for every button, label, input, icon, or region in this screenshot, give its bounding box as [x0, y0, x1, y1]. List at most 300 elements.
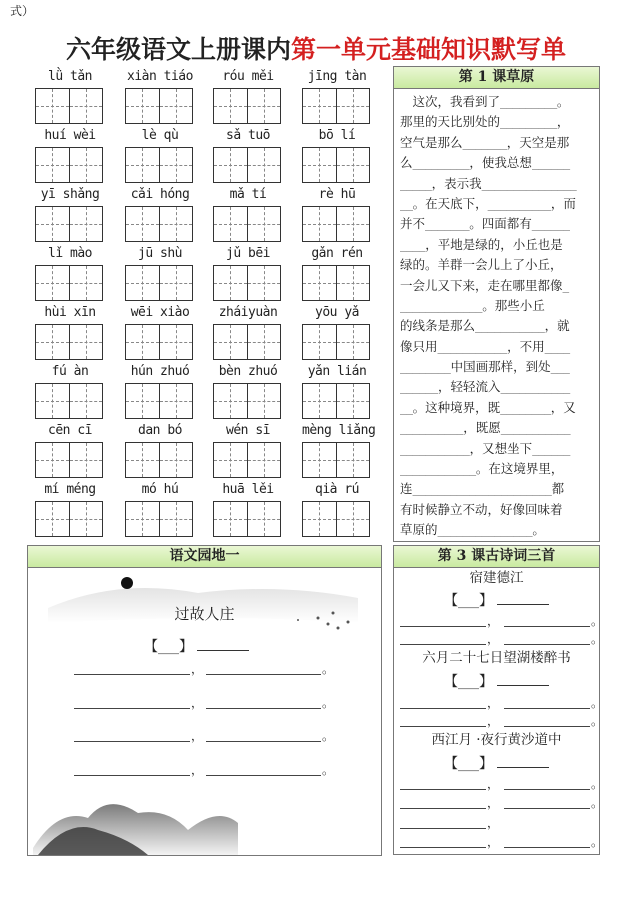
- fill-blank[interactable]: ___________: [400, 442, 470, 456]
- passage-line: [400, 500, 594, 520]
- verse-blank[interactable]: [504, 626, 590, 627]
- passage-text: 空气是那么: [400, 134, 463, 150]
- author-blank[interactable]: [497, 590, 549, 605]
- writing-boxes[interactable]: [213, 206, 281, 242]
- fill-blank[interactable]: ____________: [400, 463, 476, 477]
- word-item: [35, 481, 105, 537]
- word-item: [35, 363, 105, 419]
- passage-line: [400, 296, 594, 316]
- author-line: [444, 671, 549, 691]
- char-cell[interactable]: [336, 325, 370, 359]
- word-item: [125, 127, 195, 183]
- passage-text: 。那些小丘: [482, 297, 545, 313]
- char-cell[interactable]: [126, 502, 159, 536]
- word-item: [35, 245, 105, 301]
- fill-blank[interactable]: ______________________: [412, 483, 552, 497]
- word-item: [302, 186, 372, 242]
- char-cell[interactable]: [159, 325, 193, 359]
- verse-blank[interactable]: [74, 708, 190, 709]
- passage-line: [400, 398, 594, 418]
- writing-boxes[interactable]: [213, 383, 281, 419]
- word-item: [35, 127, 105, 183]
- word-item: [35, 186, 105, 242]
- passage-text: 一会儿又下来，走在哪里都像: [400, 277, 563, 293]
- writing-boxes[interactable]: [35, 383, 103, 419]
- verse-blank[interactable]: [400, 789, 486, 790]
- comma: ，: [487, 714, 500, 728]
- writing-boxes[interactable]: [35, 265, 103, 301]
- char-cell[interactable]: [214, 502, 247, 536]
- char-cell[interactable]: [126, 384, 159, 418]
- verse-blank[interactable]: [504, 644, 590, 645]
- word-item: [213, 68, 283, 124]
- passage-text: ，又: [550, 399, 576, 415]
- garden-poem-title: 过故人庄: [174, 605, 235, 623]
- word-item: [213, 481, 283, 537]
- pinyin-label: wēi xiào: [130, 305, 190, 320]
- writing-boxes[interactable]: [302, 383, 370, 419]
- writing-boxes[interactable]: [35, 88, 103, 124]
- passage-line: [400, 357, 594, 377]
- fill-blank[interactable]: __: [400, 401, 413, 415]
- passage-text: ，不用: [507, 338, 545, 354]
- comma: ，: [487, 777, 500, 791]
- char-cell[interactable]: [303, 207, 336, 241]
- writing-boxes[interactable]: [302, 265, 370, 301]
- pinyin-label: cǎi hóng: [130, 187, 190, 202]
- passage-text: ，就: [544, 318, 570, 334]
- char-cell[interactable]: [303, 266, 336, 300]
- char-cell[interactable]: [336, 148, 370, 182]
- char-cell[interactable]: [214, 148, 247, 182]
- char-cell[interactable]: [159, 148, 193, 182]
- pinyin-label: huí wèi: [44, 128, 96, 143]
- passage-line: [400, 133, 594, 153]
- comma: ，: [191, 696, 204, 710]
- word-item: [302, 304, 372, 360]
- pinyin-label: róu měi: [222, 69, 274, 84]
- verse-blank[interactable]: [206, 708, 321, 709]
- fill-blank[interactable]: _____________: [400, 299, 483, 313]
- writing-boxes[interactable]: [35, 324, 103, 360]
- passage-line: [400, 377, 594, 397]
- char-cell[interactable]: [247, 148, 281, 182]
- char-cell[interactable]: [247, 89, 281, 123]
- pinyin-label: jīng tàn: [307, 69, 367, 84]
- verse-blank[interactable]: [400, 708, 486, 709]
- period: 。: [322, 662, 335, 676]
- fill-blank[interactable]: _: [562, 279, 569, 293]
- pinyin-label: sǎ tuō: [226, 128, 270, 143]
- char-cell[interactable]: [36, 384, 69, 418]
- passage-text: 。在这境界里，: [475, 461, 564, 477]
- author-line: [444, 590, 549, 610]
- verse-blank[interactable]: [400, 626, 486, 627]
- char-cell[interactable]: [159, 384, 193, 418]
- char-cell[interactable]: [36, 148, 69, 182]
- word-item: [125, 481, 195, 537]
- verse-blank[interactable]: [74, 674, 190, 675]
- passage-line: [400, 337, 594, 357]
- period: 。: [322, 729, 335, 743]
- writing-boxes[interactable]: [125, 501, 193, 537]
- char-cell[interactable]: [69, 502, 103, 536]
- fill-blank[interactable]: __: [400, 197, 413, 211]
- char-cell[interactable]: [36, 207, 69, 241]
- word-item: [125, 245, 195, 301]
- passage-text: 都: [551, 481, 565, 497]
- fill-blank[interactable]: ______: [532, 442, 571, 456]
- sun-icon: [121, 577, 133, 589]
- pinyin-label: mèng liǎng: [302, 423, 376, 438]
- char-cell[interactable]: [303, 384, 336, 418]
- word-item: [213, 186, 283, 242]
- passage-text: 并不: [400, 216, 426, 232]
- passage-text: 草原的: [400, 522, 438, 538]
- verse-blank[interactable]: [400, 828, 486, 829]
- pinyin-label: xiàn tiáo: [127, 69, 193, 84]
- pinyin-label: zháiyuàn: [218, 305, 278, 320]
- pinyin-label: qià rú: [315, 482, 359, 497]
- writing-boxes[interactable]: [125, 442, 193, 478]
- word-item: [302, 422, 376, 478]
- char-cell[interactable]: [159, 443, 193, 477]
- pinyin-label: hùi xīn: [44, 305, 96, 320]
- verse-blank[interactable]: [400, 808, 486, 809]
- lesson1-header: 第 1 课草原: [394, 67, 599, 89]
- fill-blank[interactable]: _________: [500, 116, 557, 130]
- passage-text: 那里的天比别处的: [400, 114, 501, 130]
- pinyin-label: fú àn: [51, 364, 89, 379]
- period: 。: [591, 632, 604, 646]
- passage-text: ，平地是绿的，小丘也是: [425, 236, 563, 252]
- fill-blank[interactable]: ___________: [475, 320, 545, 334]
- passage-text: ，轻轻流入: [437, 379, 501, 395]
- fill-blank[interactable]: ___________: [500, 422, 571, 436]
- dynasty-bracket[interactable]: 【___】: [444, 756, 493, 772]
- fill-blank[interactable]: ________: [500, 401, 551, 415]
- word-item: [125, 186, 195, 242]
- writing-boxes[interactable]: [35, 206, 103, 242]
- garden-header: 语文园地一: [28, 546, 381, 568]
- writing-boxes[interactable]: [35, 501, 103, 537]
- word-item: [213, 245, 283, 301]
- passage-line: [400, 112, 594, 132]
- word-item: [213, 422, 283, 478]
- period: 。: [591, 714, 604, 728]
- fill-blank[interactable]: __________: [487, 197, 551, 211]
- writing-boxes[interactable]: [125, 265, 193, 301]
- char-cell[interactable]: [303, 502, 336, 536]
- char-cell[interactable]: [303, 325, 336, 359]
- period: 。: [591, 796, 604, 810]
- writing-boxes[interactable]: [213, 265, 281, 301]
- writing-boxes[interactable]: [35, 147, 103, 183]
- fill-blank[interactable]: ______: [531, 157, 570, 171]
- char-cell[interactable]: [247, 443, 281, 477]
- pinyin-label: lè qù: [141, 128, 179, 143]
- passage-line: [400, 439, 594, 459]
- char-cell[interactable]: [69, 384, 103, 418]
- word-item: [125, 363, 195, 419]
- char-cell[interactable]: [247, 502, 281, 536]
- char-cell[interactable]: [303, 443, 336, 477]
- char-cell[interactable]: [126, 266, 159, 300]
- char-cell[interactable]: [336, 266, 370, 300]
- passage-line: [400, 418, 594, 438]
- passage-text: ，又想坐下: [469, 440, 533, 456]
- char-cell[interactable]: [247, 207, 281, 241]
- fill-blank[interactable]: _________: [412, 157, 470, 171]
- passage-text: ，: [556, 114, 570, 130]
- char-cell[interactable]: [214, 89, 247, 123]
- char-cell[interactable]: [336, 443, 370, 477]
- writing-boxes[interactable]: [125, 206, 193, 242]
- char-cell[interactable]: [336, 502, 370, 536]
- fill-blank[interactable]: ______: [400, 381, 438, 395]
- char-cell[interactable]: [126, 148, 159, 182]
- writing-boxes[interactable]: [125, 324, 193, 360]
- char-cell[interactable]: [159, 89, 193, 123]
- writing-boxes[interactable]: [125, 147, 193, 183]
- pinyin-label: wén sī: [226, 423, 270, 438]
- char-cell[interactable]: [126, 325, 159, 359]
- pinyin-label: gǎn rén: [311, 246, 363, 261]
- fill-blank[interactable]: _______: [425, 218, 470, 232]
- author-blank[interactable]: [197, 636, 249, 651]
- char-cell[interactable]: [36, 443, 69, 477]
- word-item: [125, 68, 195, 124]
- writing-boxes[interactable]: [302, 442, 370, 478]
- fill-blank[interactable]: ______: [531, 218, 570, 232]
- writing-boxes[interactable]: [213, 501, 281, 537]
- char-cell[interactable]: [69, 443, 103, 477]
- poem-title: 六月二十七日望湖楼醉书: [422, 650, 571, 666]
- passage-text: 。: [556, 94, 570, 109]
- passage-text: ，使我总想: [469, 155, 532, 171]
- fill-blank[interactable]: ____: [400, 238, 426, 252]
- char-cell[interactable]: [336, 89, 370, 123]
- passage-line: [400, 276, 594, 296]
- writing-boxes[interactable]: [213, 147, 281, 183]
- passage-text: 绿的。羊群一会儿上了小丘，: [400, 257, 563, 273]
- verse-blank[interactable]: [206, 674, 321, 675]
- comma: ，: [487, 816, 500, 830]
- fill-blank[interactable]: _________: [500, 96, 557, 109]
- pinyin-label: jū shù: [138, 246, 182, 261]
- period: 。: [591, 835, 604, 849]
- pinyin-label: bèn zhuó: [218, 364, 278, 379]
- pinyin-label: cēn cī: [48, 423, 92, 438]
- char-cell[interactable]: [214, 443, 247, 477]
- passage-text: 有时候静立不动，好像回味着: [400, 501, 563, 517]
- verse-blank[interactable]: [504, 847, 590, 848]
- dynasty-bracket[interactable]: 【___】: [144, 639, 193, 655]
- pinyin-label: mí méng: [44, 482, 96, 497]
- pinyin-label: yǎn lián: [307, 364, 367, 379]
- verse-blank[interactable]: [400, 726, 486, 727]
- period: 。: [322, 763, 335, 777]
- pinyin-label: mǎ tí: [229, 187, 267, 202]
- verse-blank[interactable]: [504, 808, 590, 809]
- comma: ，: [191, 729, 204, 743]
- passage-line: [400, 235, 594, 255]
- poem-title: 西江月 ·夜行黄沙道中: [431, 732, 562, 748]
- fill-blank[interactable]: _______________: [481, 177, 577, 191]
- char-cell[interactable]: [69, 89, 103, 123]
- char-cell[interactable]: [336, 207, 370, 241]
- writing-boxes[interactable]: [213, 88, 281, 124]
- writing-boxes[interactable]: [302, 88, 370, 124]
- period: 。: [591, 614, 604, 628]
- passage-line: [400, 479, 594, 499]
- char-cell[interactable]: [126, 207, 159, 241]
- writing-boxes[interactable]: [302, 206, 370, 242]
- char-cell[interactable]: [303, 89, 336, 123]
- title-red: 第一单元基础知识默写单: [291, 35, 567, 64]
- writing-boxes[interactable]: [302, 501, 370, 537]
- passage-text: ，而: [550, 195, 576, 211]
- author-blank[interactable]: [497, 753, 549, 768]
- dynasty-bracket[interactable]: 【___】: [444, 593, 493, 609]
- verse-blank[interactable]: [206, 775, 321, 776]
- dynasty-bracket[interactable]: 【___】: [444, 674, 493, 690]
- pinyin-label: bō lí: [318, 128, 356, 143]
- pinyin-label: mó hú: [141, 482, 179, 497]
- passage-text: 这次，我看到了: [400, 94, 501, 109]
- char-cell[interactable]: [36, 502, 69, 536]
- pinyin-label: yī shǎng: [40, 187, 100, 202]
- garden-panel: [27, 545, 382, 856]
- word-item: [213, 304, 283, 360]
- writing-boxes[interactable]: [125, 88, 193, 124]
- fill-blank[interactable]: __________: [400, 422, 464, 436]
- char-cell[interactable]: [303, 148, 336, 182]
- pinyin-label: rè hū: [318, 187, 356, 202]
- char-cell[interactable]: [36, 325, 69, 359]
- lesson1-panel: [393, 66, 600, 542]
- verse-blank[interactable]: [400, 644, 486, 645]
- passage-line: [400, 255, 594, 275]
- passage-line: [400, 316, 594, 336]
- verse-blank[interactable]: [504, 726, 590, 727]
- char-cell[interactable]: [69, 207, 103, 241]
- period: 。: [322, 696, 335, 710]
- pinyin-label: yōu yǎ: [315, 305, 359, 320]
- char-cell[interactable]: [214, 325, 247, 359]
- word-item: [302, 68, 372, 124]
- char-cell[interactable]: [247, 384, 281, 418]
- char-cell[interactable]: [36, 266, 69, 300]
- word-item: [302, 481, 372, 537]
- char-cell[interactable]: [159, 502, 193, 536]
- passage-line: [400, 92, 594, 112]
- writing-boxes[interactable]: [302, 324, 370, 360]
- fill-blank[interactable]: _______: [462, 136, 507, 150]
- char-cell[interactable]: [214, 207, 247, 241]
- passage-text: ，天空是那: [506, 134, 570, 150]
- char-cell[interactable]: [126, 89, 159, 123]
- period: 。: [591, 696, 604, 710]
- writing-boxes[interactable]: [125, 383, 193, 419]
- word-item: [213, 363, 283, 419]
- comma: ，: [191, 662, 204, 676]
- verse-blank[interactable]: [206, 741, 321, 742]
- lesson3-panel: [393, 545, 604, 855]
- fill-blank[interactable]: ___________: [500, 381, 571, 395]
- passage-text: 。这种境界，既: [412, 399, 501, 415]
- passage-line: [400, 194, 594, 214]
- poem-title: 宿建德江: [469, 570, 524, 586]
- comma: ，: [487, 796, 500, 810]
- lesson1-passage: [394, 89, 599, 541]
- verse-blank[interactable]: [504, 789, 590, 790]
- verse-blank[interactable]: [74, 775, 190, 776]
- pinyin-label: lǜ tǎn: [48, 69, 92, 84]
- fill-blank[interactable]: _____: [400, 177, 432, 191]
- passage-text: 。四面都有: [469, 216, 532, 232]
- word-item: [35, 68, 105, 124]
- char-cell[interactable]: [159, 266, 193, 300]
- char-cell[interactable]: [336, 384, 370, 418]
- comma: ，: [487, 614, 500, 628]
- verse-blank[interactable]: [504, 708, 590, 709]
- char-cell[interactable]: [214, 266, 247, 300]
- passage-text: 中国画那样，到处: [450, 359, 551, 375]
- lesson3-header: 第 3 课古诗词三首: [394, 546, 599, 568]
- word-item: [35, 422, 105, 478]
- passage-line: [400, 214, 594, 234]
- fill-blank[interactable]: ___: [550, 361, 570, 375]
- period: 。: [591, 777, 604, 791]
- word-item: [213, 127, 283, 183]
- char-cell[interactable]: [247, 325, 281, 359]
- char-cell[interactable]: [69, 266, 103, 300]
- writing-boxes[interactable]: [35, 442, 103, 478]
- verse-blank[interactable]: [400, 847, 486, 848]
- pinyin-label: jǔ bēi: [226, 246, 270, 261]
- char-cell[interactable]: [69, 148, 103, 182]
- passage-line: [400, 459, 594, 479]
- writing-boxes[interactable]: [213, 442, 281, 478]
- verse-blank[interactable]: [74, 741, 190, 742]
- char-cell[interactable]: [126, 443, 159, 477]
- author-blank[interactable]: [497, 671, 549, 686]
- fill-blank[interactable]: ____: [544, 340, 570, 354]
- char-cell[interactable]: [159, 207, 193, 241]
- passage-text: 。在天底下，: [412, 195, 488, 211]
- pinyin-label: lǐ mào: [48, 246, 92, 261]
- word-item: [35, 304, 105, 360]
- writing-boxes[interactable]: [213, 324, 281, 360]
- fill-blank[interactable]: _______________: [437, 524, 533, 538]
- char-cell[interactable]: [214, 384, 247, 418]
- char-cell[interactable]: [36, 89, 69, 123]
- passage-line: [400, 520, 594, 540]
- fill-blank[interactable]: ___________: [437, 340, 508, 354]
- writing-boxes[interactable]: [302, 147, 370, 183]
- title-black: 六年级语文上册课内: [65, 35, 291, 64]
- word-item: [302, 363, 372, 419]
- pinyin-label: huā lěi: [222, 482, 274, 497]
- passage-text: ，既愿: [463, 420, 501, 436]
- char-cell[interactable]: [69, 325, 103, 359]
- word-item: [125, 304, 195, 360]
- char-cell[interactable]: [247, 266, 281, 300]
- passage-text: 像只用: [400, 338, 438, 354]
- corner-text: 式）: [10, 4, 35, 18]
- fill-blank[interactable]: ________: [400, 361, 451, 375]
